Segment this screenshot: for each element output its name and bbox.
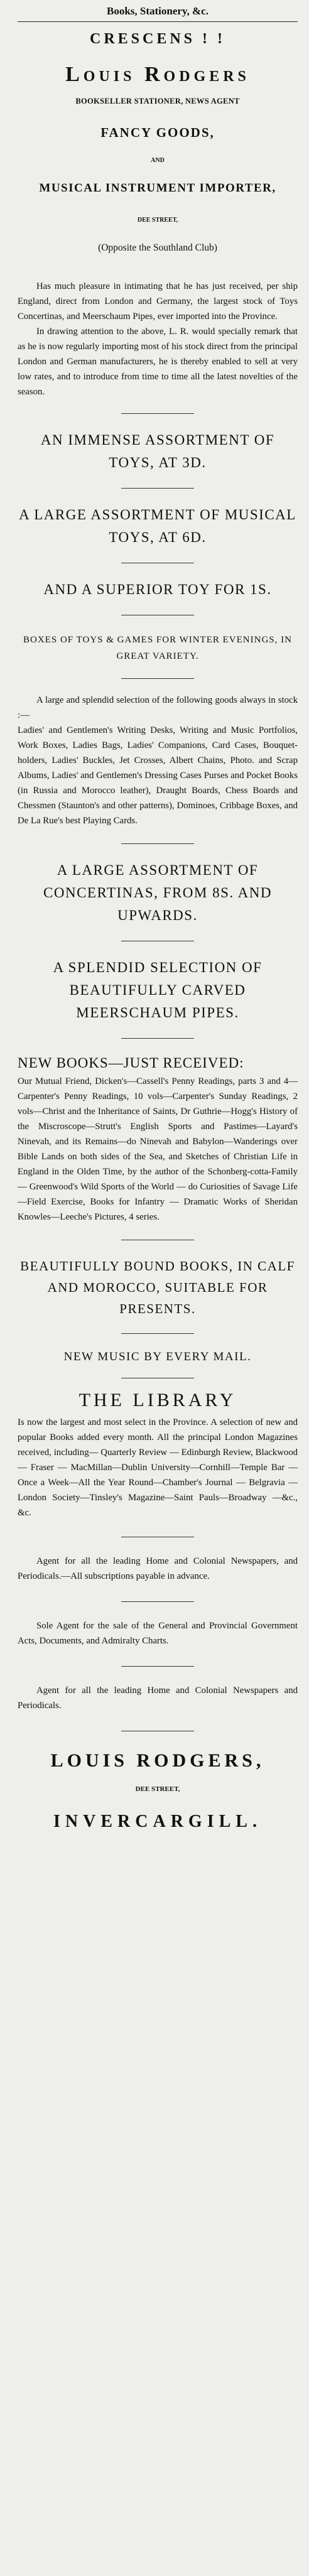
section-heading: Books, Stationery, &c.	[107, 5, 209, 17]
and-line: AND	[151, 157, 165, 164]
footer-street: DEE STREET,	[135, 1785, 180, 1793]
musical-importer-line: MUSICAL INSTRUMENT IMPORTER,	[39, 181, 276, 195]
library-heading: THE LIBRARY	[79, 1390, 237, 1410]
new-music-heading: NEW MUSIC BY EVERY MAIL.	[63, 1350, 252, 1363]
intro-paragraph-2: In drawing attention to the above, L. R. would specially remark that as he is now regularly importing most of his stock direct from the principal London and German manufacturers, he is thereby enabled to sell at very low rates, and to introduce from time to time all the latest novelties of the season.	[18, 327, 298, 397]
superior-toy-heading: AND A SUPERIOR TOY FOR 1S.	[43, 582, 272, 597]
library-body: Is now the largest and most select in the Province. A selection of new and popular Books added every month. All the principal London Magazines received, including— Quarterly Review — Edinburgh Review, Blackwood — Fraser — MacMillan—Dublin University—Cornhill—Temple Bar — Once a Week—All the Year Round—Chamber's Journal — Belgravia — London Society—Tinsley's Magazine—Saint Pauls—Broadway —&c., &c.	[18, 1417, 298, 1518]
merchant-trade: BOOKSELLER STATIONER, NEWS AGENT	[75, 97, 240, 106]
footer-merchant-name: LOUIS RODGERS,	[50, 1750, 265, 1771]
new-books-heading: NEW BOOKS—JUST RECEIVED:	[18, 1055, 244, 1071]
intro-paragraph: Has much pleasure in intimating that he has just received, per ship England, direct from London and Germany, the largest stock of Toys Concertinas, and Meerschaum Pipes, ever imported into the Province.	[18, 281, 298, 322]
street-line: DEE STREET,	[137, 217, 178, 224]
pipes-heading: A SPLENDID SELECTION OF BEAUTIFULLY CARVED MEERSCHAUM PIPES.	[53, 960, 263, 1020]
fancy-goods-line: FANCY GOODS,	[100, 125, 215, 140]
agent-newspapers: Agent for all the leading Home and Colonial Newspapers, and Periodicals.—All subscriptions payable in advance.	[18, 1556, 298, 1581]
goods-intro: A large and splendid selection of the following goods always in stock :—	[18, 695, 298, 720]
opposite-line: (Opposite the Southland Club)	[98, 242, 217, 253]
agent-periodicals: Agent for all the leading Home and Colonial Newspapers and Periodicals.	[18, 1686, 298, 1711]
footer-city: INVERCARGILL.	[53, 1812, 262, 1831]
toys-3d-heading: AN IMMENSE ASSORTMENT OF TOYS, AT 3D.	[40, 432, 275, 470]
merchant-name: Louis Rodgers	[65, 63, 250, 86]
concertinas-heading: A LARGE ASSORTMENT OF CONCERTINAS, FROM 8S. AND UPWARDS.	[43, 862, 272, 923]
musical-toys-heading: A LARGE ASSORTMENT OF MUSICAL TOYS, AT 6D.	[19, 507, 296, 545]
crescens-heading: CRESCENS ! !	[89, 31, 226, 47]
goods-list: Ladies' and Gentlemen's Writing Desks, Writing and Music Portfolios, Work Boxes, Ladies Bags, Ladies' Companions, Card Cases, Bouquet-holders, Ladies' Buckles, Jet Crosses, Albert Chains, Photo. and Scrap Albums, Ladies' and Gentlemen's Dressing Cases Purses and Pocket Books (in Russia and Morocco leather), Draught Boards, Chess Boards and Chessmen (Staunton's and other patterns), Dominoes, Cribbage Boxes, and De La Rue's best Playing Cards.	[18, 725, 298, 826]
boxes-toys-heading: BOXES OF TOYS & GAMES FOR WINTER EVENINGS, IN GREAT VARIETY.	[23, 635, 292, 661]
bound-books-heading: BEAUTIFULLY BOUND BOOKS, IN CALF AND MOROCCO, SUITABLE FOR PRESENTS.	[20, 1258, 295, 1316]
new-books-list: Our Mutual Friend, Dicken's—Cassell's Penny Readings, parts 3 and 4—Carpenter's Penny Readings, 10 vols—Carpenter's Sunday Readings, 2 vols—Christ and the Inheritance of Saints, Dr Guthrie—Hogg's History of the Miscroscope—Strutt's English Sports and Pastimes—Layard's Ninevah, and its Remains—do Ninevah and Babylon—Wanderings over Bible Lands on both sides of the Sea, and Sketches of Christian Life in England in the Olden Time, by the author of the Schonberg-cotta-Family — Greenwood's Wild Sports of the World — do Curiosities of Savage Life—Field Exercise, Books for Infantry — Dramatic Works of Sheridan Knowles—Leeche's Pictures, 4 series.	[18, 1076, 298, 1222]
agent-government-acts: Sole Agent for the sale of the General and Provincial Government Acts, Documents, and Admiralty Charts.	[18, 1621, 298, 1646]
